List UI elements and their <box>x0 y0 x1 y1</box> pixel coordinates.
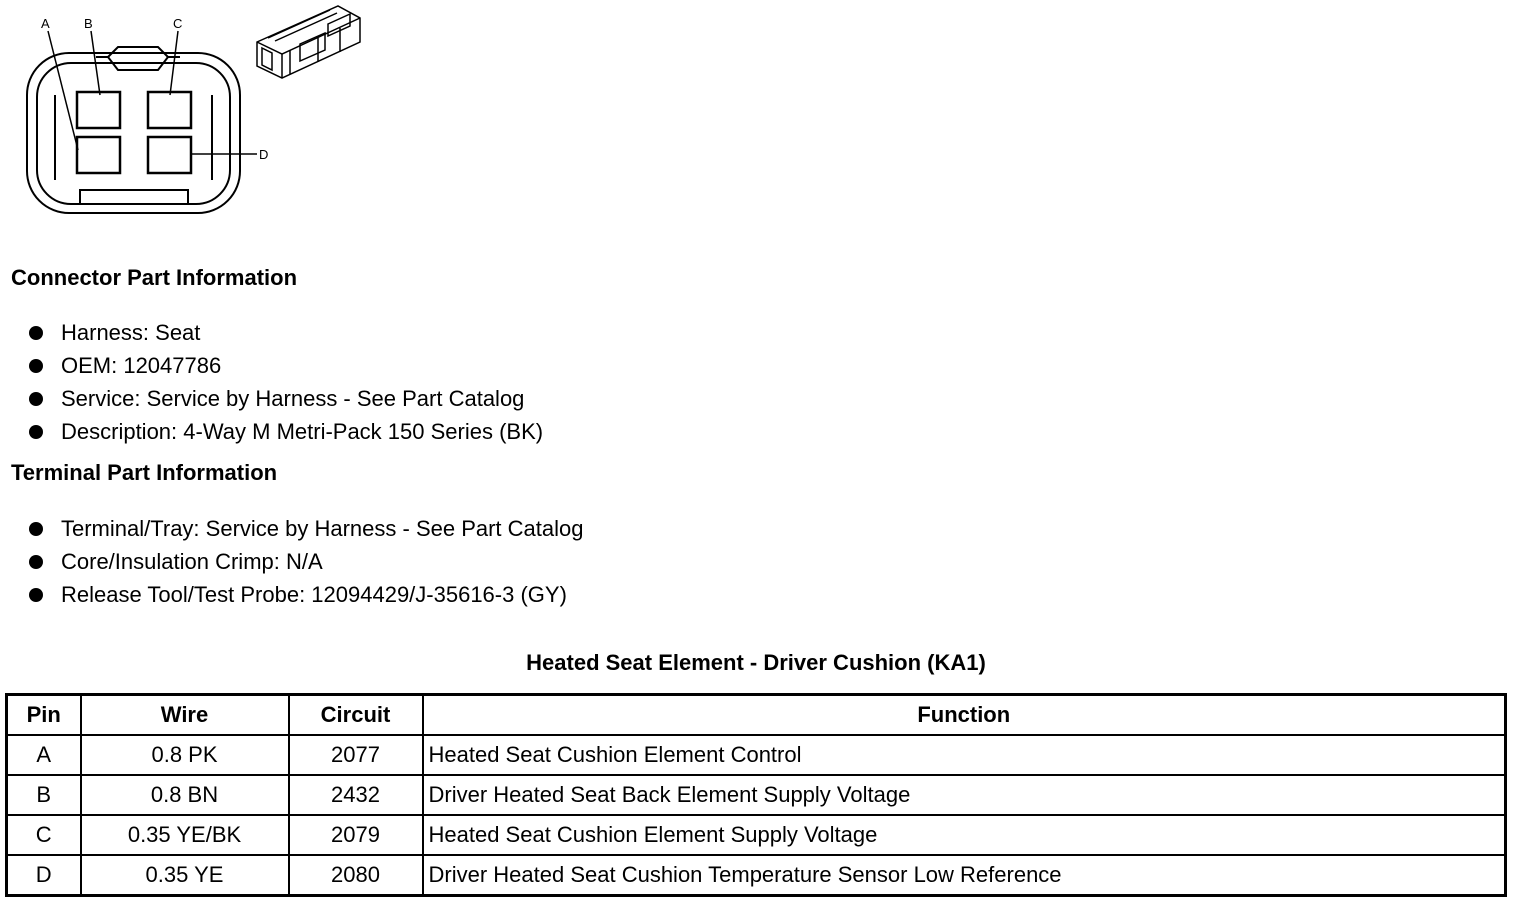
pin-label-d: D <box>259 147 269 162</box>
bullet-icon <box>29 326 43 340</box>
cell-circuit: 2080 <box>289 855 423 896</box>
pin-label-c: C <box>173 16 183 31</box>
cell-circuit: 2079 <box>289 815 423 855</box>
terminal-part-info-heading: Terminal Part Information <box>11 460 278 485</box>
list-item <box>0 512 584 545</box>
cell-pin: A <box>7 735 81 775</box>
cavity-d <box>148 137 191 173</box>
cell-function: Driver Heated Seat Cushion Temperature Sensor Low Reference <box>423 855 1506 896</box>
table-row <box>7 855 1506 896</box>
column-header-function: Function <box>423 695 1506 736</box>
table-row <box>7 735 1506 775</box>
table-row <box>7 775 1506 815</box>
bullet-icon <box>29 425 43 439</box>
pinout-table <box>5 693 1507 897</box>
column-header-pin: Pin <box>7 695 81 736</box>
bullet-icon <box>29 588 43 602</box>
cell-pin: B <box>7 775 81 815</box>
list-item-text: Terminal/Tray: Service by Harness - See Part Catalog <box>61 516 584 541</box>
cell-function: Heated Seat Cushion Element Control <box>423 735 1506 775</box>
cell-circuit: 2077 <box>289 735 423 775</box>
list-item <box>0 578 584 611</box>
list-item <box>0 382 543 415</box>
cavity-a <box>77 137 120 173</box>
table-header-row <box>7 695 1506 736</box>
terminal-part-info-list <box>0 512 584 611</box>
cavity-b <box>77 92 120 128</box>
pin-label-a: A <box>41 16 50 31</box>
cell-wire: 0.8 BN <box>81 775 289 815</box>
bullet-icon <box>29 392 43 406</box>
list-item-text: Harness: Seat <box>61 320 201 345</box>
list-item-text: Service: Service by Harness - See Part Catalog <box>61 386 525 411</box>
bullet-icon <box>29 359 43 373</box>
column-header-circuit: Circuit <box>289 695 423 736</box>
cavity-c <box>148 92 191 128</box>
list-item <box>0 316 543 349</box>
cell-function: Heated Seat Cushion Element Supply Voltage <box>423 815 1506 855</box>
list-item-text: Core/Insulation Crimp: N/A <box>61 549 323 574</box>
cell-pin: D <box>7 855 81 896</box>
list-item-text: Release Tool/Test Probe: 12094429/J-35616-3 (GY) <box>61 582 567 607</box>
list-item-text: OEM: 12047786 <box>61 353 222 378</box>
cell-wire: 0.35 YE/BK <box>81 815 289 855</box>
cell-circuit: 2432 <box>289 775 423 815</box>
connector-part-info-list <box>0 316 543 448</box>
connector-diagram <box>0 0 380 225</box>
pin-label-b: B <box>84 16 93 31</box>
connector-part-info-heading: Connector Part Information <box>11 265 298 290</box>
table-title: Heated Seat Element - Driver Cushion (KA1) <box>526 650 986 675</box>
bullet-icon <box>29 522 43 536</box>
cell-pin: C <box>7 815 81 855</box>
table-row <box>7 815 1506 855</box>
list-item <box>0 349 543 382</box>
terminal-cavities <box>77 92 191 173</box>
cell-wire: 0.8 PK <box>81 735 289 775</box>
bullet-icon <box>29 555 43 569</box>
list-item-text: Description: 4-Way M Metri-Pack 150 Series (BK) <box>61 419 544 444</box>
list-item <box>0 415 543 448</box>
connector-isometric-illustration <box>257 6 360 78</box>
list-item <box>0 545 584 578</box>
column-header-wire: Wire <box>81 695 289 736</box>
cell-wire: 0.35 YE <box>81 855 289 896</box>
cell-function: Driver Heated Seat Back Element Supply Voltage <box>423 775 1506 815</box>
